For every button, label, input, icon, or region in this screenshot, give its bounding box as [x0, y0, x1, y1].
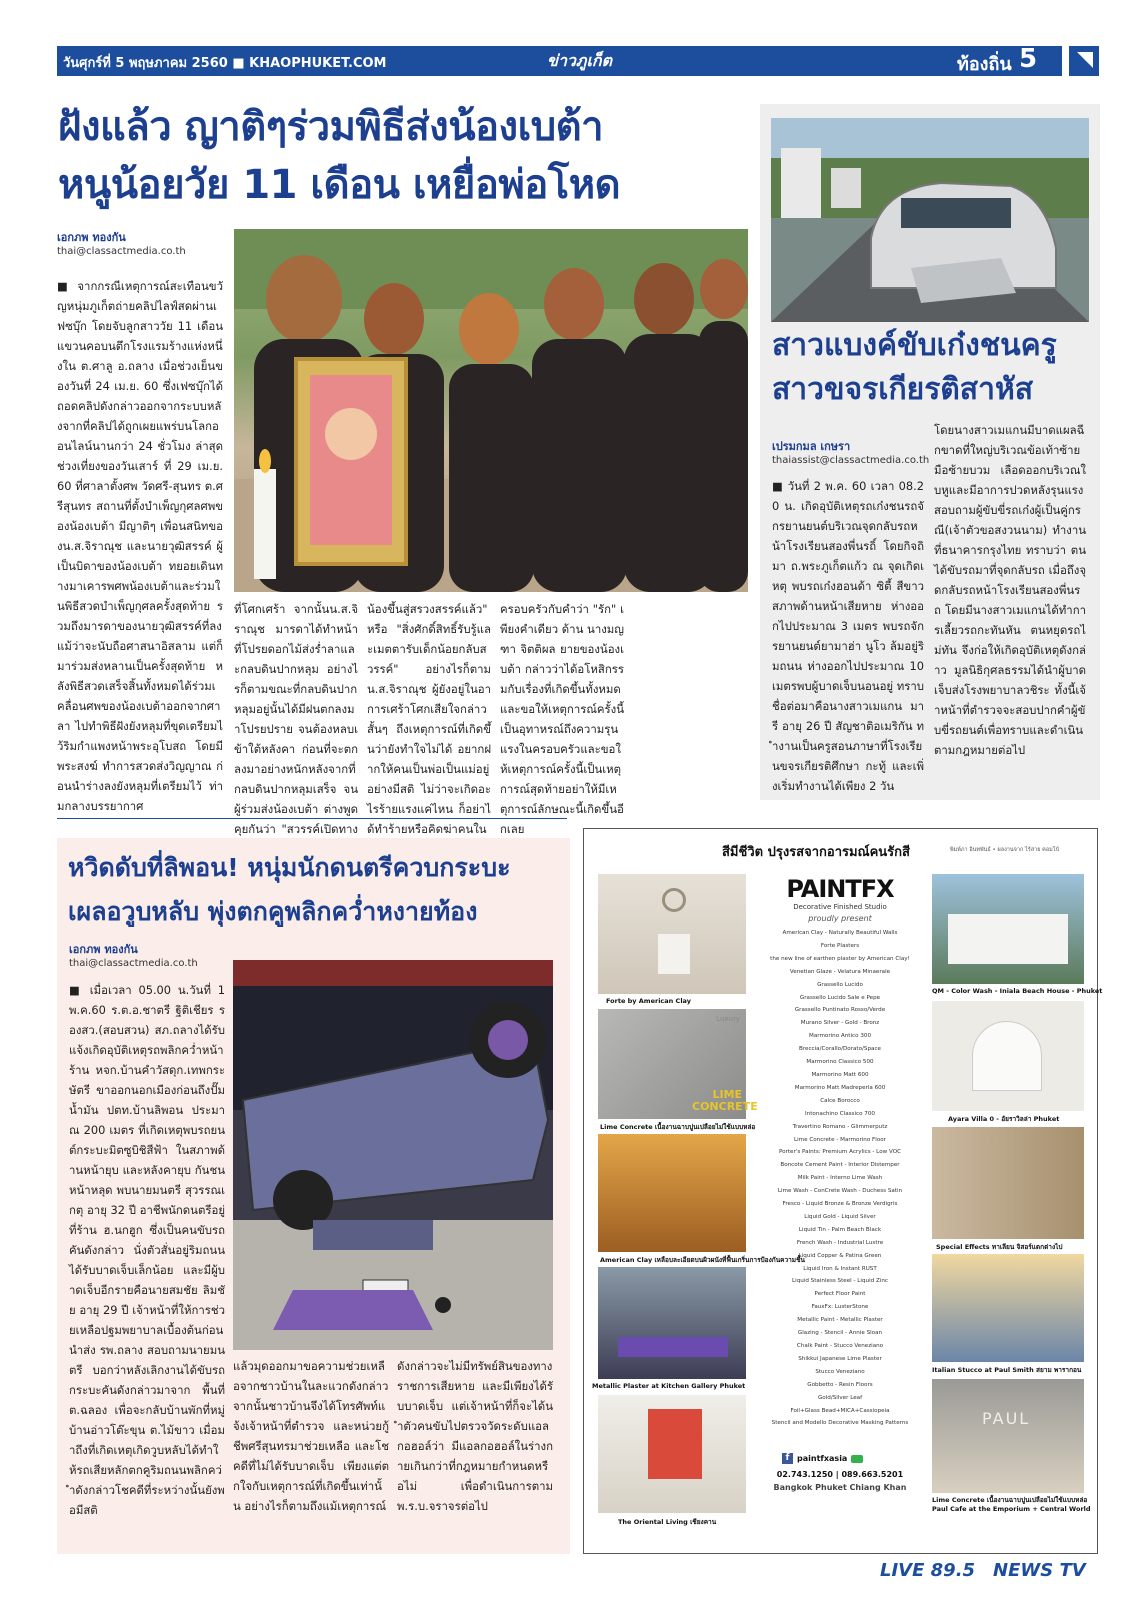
- ad-photo-luxury-text: Luxury: [716, 1015, 740, 1023]
- ad-product-item: Venetian Glaze - Velatura Minaerale: [789, 968, 891, 975]
- line-icon: [851, 1455, 863, 1463]
- ad-product-item: Marmorino Matt Madreperla 600: [794, 1084, 886, 1091]
- ad-photo-lime-concrete: [598, 1009, 758, 1119]
- ad-caption-right-2: Ayara Villa 0 - อัยราวิลล่า Phuket: [948, 1115, 1060, 1123]
- ad-product-item: Liquid Copper & Patina Green: [798, 1252, 882, 1259]
- story3-column-1: ■ เมื่อเวลา 05.00 น.วันที่ 1 พ.ค.60 ร.ต.อ.ชาตรี ฐิติเชียร รองสว.(สอบสวน) สภ.ถลางได้รับแจ้งเกิดอุบัติเหตุรถพลิกคว่ำหน้าร้าน หจก.บ้านคำวัสดุก.เทพกระษัตรี ขาออกนอกเมืองก่อนถึงปั๊มน้ำมัน ปตท.บ้านลิพอน ประมาณ 200 เมตร ที่เกิดเหตุพบรถยนต์กระบะมิตซูบิชิสีฟ้า ในสภาพด้านหน้ายุบ และหลังคายุบ กันชนหน้าหลุด พบนายมนตรี สุวรรณเกตุ อายุ 32 ปี อาชีพนักดนตรีอยู่ที่ร้าน ฮ.นกฮูก ซึ่งเป็นคนขับรถคันดังกล่าว นั่งตัวสั่นอยู่ริมถนน ได้รับบาดเจ็บเล็กน้อย และมีผู้บาดเจ็บอีกรายคือนายสมชัย ลิมชัย อายุ 29 ปี เจ้าหน้าที่ให้การช่วยเหลือปฐมพยาบาลเบื้องต้นก่อนนำส่ง รพ.ถลาง สอบถามนายมนตรี บอกว่าหลังเลิกงานได้ขับรถกระบะคันดังกล่าวมาจาก พื้นที่ ต.ฉลอง เพื่อจะกลับบ้านพักที่หมู่บ้านอ่าวโต๊ะขุน ต.ไม้ขาว เมื่อมาถึงที่เกิดเหตุเกิดวูบหลับได้ทำให้รถเสียหลักตกคูริมถนนพลิกคว่ำดังกล่าวโชคดีที่ระหว่างนั้นยังพอมีสติ: [69, 983, 225, 1517]
- car-crash-photo: [771, 118, 1089, 322]
- story1-headline-line2: หนูน้อยวัย 11 เดือน เหยื่อพ่อโหด: [58, 162, 621, 208]
- ad-tagline: สีมีชีวิต ปรุงรสจากอารมณ์คนรักสี: [722, 845, 910, 860]
- ad-phone: 02.743.1250 | 089.663.5201: [776, 1470, 904, 1479]
- ad-caption-right-5: Lime Concrete เนื้องานฉาบปูนเปลือยไม่ใช้แบบหล่อ Paul Cafe at the Emporium + Central World: [932, 1496, 1091, 1513]
- ad-product-item: American Clay - Naturally Beautiful Walls: [782, 930, 898, 936]
- story3-headline: [68, 846, 568, 934]
- ad-caption-right-4: Italian Stucco at Paul Smith สยาม พารากอน: [932, 1366, 1082, 1374]
- byline-name: เอกภพ ทองกัน: [69, 943, 138, 956]
- car-crash-illustration: [771, 118, 1089, 322]
- footer-news-logo: NEWS TV: [993, 1560, 1086, 1581]
- issue-date: วันศุกร์ที่ 5 พฤษภาคม 2560 ■ KHAOPHUKET.COM: [63, 56, 387, 71]
- ad-product-item: Forte Plasters: [820, 942, 860, 949]
- ad-product-item: Grassello Lucido Sale e Pepe: [799, 994, 881, 1001]
- section-divider: [57, 818, 567, 819]
- byline-email: thai@classactmedia.co.th: [57, 246, 186, 257]
- ad-photo-forte: [598, 874, 746, 994]
- page-number: 5: [1019, 44, 1038, 74]
- ad-photo-paul-text: PAUL: [982, 1409, 1031, 1428]
- story1-headline-line1: ฝังแล้ว ญาติๆร่วมพิธีส่งน้องเบต้า: [58, 104, 604, 150]
- section-name: ท้องถิ่น: [957, 54, 1012, 75]
- byline-name: เอกภพ ทองกัน: [57, 231, 126, 244]
- ad-product-item: Calce Borocco: [820, 1097, 860, 1104]
- story2-byline: [772, 437, 932, 466]
- facebook-icon: f: [782, 1453, 793, 1464]
- story2-box: [760, 104, 1100, 800]
- ad-product-item: French Wash - Industrial Lustre: [796, 1239, 884, 1246]
- ad-product-item: FauxFx: LusterStone: [811, 1304, 869, 1311]
- ad-product-item: Marmorino Antico 300: [809, 1033, 871, 1040]
- ad-photo-american-clay: [598, 1134, 746, 1252]
- ad-photo-iniala: [932, 874, 1084, 984]
- ad-photo-special-effects: [932, 1127, 1084, 1239]
- ad-product-item: Intonachino Classico 700: [805, 1110, 875, 1117]
- ad-product-item: Perfect Floor Paint: [814, 1291, 866, 1298]
- ad-caption-left-3: American Clay เหลือบละเอียดบนผิวผนังที่ฟื้นเกริ่นการป้องกันความชื้น: [600, 1256, 805, 1264]
- story1-column-3: น้องขึ้นสู่สรวงสรรค์แล้ว" หรือ "สิ่งศักดิ์สิทธิ์รับรู้และเมตตารับเด็กน้อยกลับสวรรค์" อย่างไรก็ตาม น.ส.จิราณุช ผู้ยังอยู่ในอาการเศร้าโศกเสียใจกล่าวสั้นๆ ถึงเหตุการณ์ที่เกิดขึ้นว่ายังทำใจไม่ได้ อยากฝากให้คนเป็นพ่อเป็นแม่อยู่อย่างมีสติ ไม่ว่าจะเกิดอะไรร้ายแรงแค่ไหน ก็อย่าได้ทำร้ายหรือคิดฆ่าคนใน: [367, 602, 491, 836]
- ad-product-item: Gobbetto - Resin Floors: [807, 1381, 873, 1388]
- ad-credits: พิมพ์ภา อินทพันธ์ • ผลงานจาก ไร้สาย คอมโบ้: [950, 847, 1060, 853]
- ad-caption-left-5: The Oriental Living เชียงคาน: [618, 1518, 717, 1526]
- ad-product-item: Foil+Glass Bead+MICA+Cassiopeia: [790, 1407, 890, 1414]
- story1-headline: [58, 98, 748, 214]
- ad-photo-paul-cafe: [932, 1379, 1084, 1493]
- story3-box: [57, 838, 570, 1554]
- ad-photo-lime-text: LIME CONCRETE: [692, 1088, 758, 1113]
- ad-product-item: Gold/Silver Leaf: [817, 1394, 863, 1401]
- ad-product-item: Breccia/Corallo/Dorato/Space: [799, 1046, 881, 1053]
- ad-locations: Bangkok Phuket Chiang Khan: [773, 1483, 907, 1492]
- ad-product-item: Marmorino Classico 500: [806, 1059, 874, 1066]
- story3-headline-line1: หวิดดับที่ลิพอน! หนุ่มนักดนตรีควบกระบะ: [68, 853, 511, 882]
- ad-caption-left-1: Forte by American Clay: [606, 997, 691, 1005]
- ad-product-item: Fresco - Liquid Bronze & Bronze Verdigris: [782, 1201, 898, 1208]
- story2-column-2: โดยนางสาวเมแกนมีบาดแผลฉีกขาดที่ใหญ่บริเวณข้อเท้าซ้าย มือซ้ายบวม เลือดออกบริเวณใบหูและมีอาการปวดหลังรุนแรง สอบถามผู้ขับขี่รถเก๋งผู้เป็นคู่กรณี(เจ้าตัวขอสงวนนาม) ทำงานที่ธนาคารกรุงไทย ทราบว่า ตนได้ขับรถมาที่จุดกลับรถ เมื่อถึงจุดกลับรถหน้าโรงเรียนสองพี่นรถ โดยมีนางสาวเมแกนได้ทำการเลี้ยวรถกะทันหัน ตนหยุดรถไม่ทัน จึงก่อให้เกิดอุบัติเหตุดังกล่าว มูลนิธิกุศลธรรมได้นำผู้บาดเจ็บส่งโรงพยาบาลวชิระ ทั้งนี้เจ้าหน้าที่ตำรวจจะสอบปากคำผู้ขับขี่รถยนต์เพื่อทราบและดำเนินตามกฎหมายต่อไป: [934, 423, 1086, 757]
- ad-product-item: Murano Silver - Gold - Bronz: [800, 1020, 880, 1027]
- paintfx-logo: PAINTFX: [786, 875, 894, 903]
- ad-facebook[interactable]: [782, 1453, 902, 1464]
- story3-column-2: แล้วมุดออกมาขอความช่วยเหลือจากชาวบ้านในละแวกดังกล่าว จากนั้นชาวบ้านจึงได้โทรศัพท์แจ้งเจ้าหน้าที่ตำรวจ และหน่วยกู้ชีพศรีสุนทรมาช่วยเหลือ และโชคดีที่ไม่ได้รับบาดเจ็บ เพียงแต่ตกใจกับเหตุการณ์ที่เกิดขึ้นเท่านั้น อย่างไรก็ตามถึงแม้เหตุการณ์: [233, 1359, 389, 1513]
- ad-product-item: Lime Wash - ConCrete Wash - Duchess Satin: [777, 1188, 903, 1195]
- overturned-truck-illustration: [233, 960, 553, 1350]
- paintfx-logo-subtitle: Decorative Finished Studio: [793, 903, 887, 911]
- page-header: [57, 46, 1062, 76]
- funeral-photo-illustration: [234, 229, 748, 592]
- story3-column-3: ดังกล่าวจะไม่มีทรัพย์สินของทางราชการเสียหาย และมีเพียงได้รับบาดเจ็บ แต่เจ้าหน้าที่ก็จะได้นำตัวคนขับไปตรวจวัดระดับแอลกอฮอล์ว่า มีแอลกอฮอล์ในร่างกายเกินกว่าที่กฎหมายกำหนดหรือไม่ เพื่อดำเนินการตาม พ.ร.บ.จราจรต่อไป: [397, 1359, 553, 1513]
- ad-product-item: Liquid Stainless Steel - Liquid Zinc: [792, 1278, 888, 1285]
- byline-email: thai@classactmedia.co.th: [69, 958, 198, 969]
- ad-photo-oriental-living: [598, 1395, 746, 1513]
- ad-product-item: Boncote Cement Paint - Interior Distemper: [780, 1162, 900, 1169]
- ad-caption-right-1: QM - Color Wash - Iniala Beach House - Phuket: [932, 987, 1103, 995]
- ad-product-item: Stencil and Modello Decorative Masking Patterns: [771, 1420, 909, 1427]
- ad-product-item: Metallic Paint - Metallic Plaster: [797, 1317, 883, 1324]
- ad-product-item: Grassello Lucido: [817, 981, 863, 988]
- corner-arrow-icon: [1069, 46, 1099, 76]
- ad-product-item: Stucco Veneziano: [815, 1368, 865, 1375]
- ad-photo-ayara: [932, 1001, 1084, 1111]
- story1-column-4: ครอบครัวกับคำว่า "รัก" เพียงคำเดียว ด้าน นางมญฑา จิตติผล ยายของน้องเบต้า กล่าวว่าได้อโหสิกรรมกับเรื่องที่เกิดขึ้นทั้งหมดและขอให้เหตุการณ์ครั้งนี้เป็นอุทาหรณ์ถึงความรุนแรงในครอบครัวและขอให้เหตุการณ์ครั้งนี้เป็นเหตุการณ์สุดท้ายอย่าให้มีเหตุการณ์ลักษณะนี้เกิดขึ้นอีกเลย: [500, 602, 625, 836]
- story1-column-2: ที่โศกเศร้า จากนั้นน.ส.จิราณุช มารดาได้ทำหน้าที่โปรยดอกไม้ส่งร่ำลาและกลบดินปากหลุม อย่างไรก็ตามขณะที่กลบดินปากหลุมอยู่นั้นได้มีฝนตกลงมาโปรยปราย จนต้องหลบเข้าใต้หลังคา ก่อนที่จะตกลงมาอย่างหนักหลังจากที่กลบดินปากหลุมเสร็จ จนผู้ร่วมส่งน้องเบต้า ต่างพูดคุยกันว่า "สวรรค์เปิดทาง: [234, 602, 358, 836]
- footer-live-logo: LIVE 89.5: [880, 1560, 976, 1581]
- story3-byline: [69, 940, 229, 969]
- ad-product-item: Grassello Puntinato Rosso/Verde: [794, 1007, 886, 1014]
- ad-caption-right-3: Special Effects ทาเลียน จิสอร์แตกต่างไป: [936, 1243, 1063, 1251]
- byline-email: thaiassist@classactmedia.co.th: [772, 455, 930, 466]
- ad-product-item: Liquid Tin - Palm Beach Black: [798, 1226, 882, 1233]
- ad-product-item: the new line of earthen plaster by American Clay!: [770, 955, 910, 962]
- ad-product-item: Lime Concrete - Marmorino Floor: [794, 1136, 886, 1143]
- ad-facebook-handle: paintfxasia: [797, 1454, 848, 1463]
- ad-product-item: Travertino Romano - Glimmerputz: [792, 1123, 888, 1130]
- byline-name: เปรมกมล เกษรา: [772, 440, 851, 453]
- paintfx-advertisement: [583, 828, 1103, 1554]
- ad-product-item: Marmorino Matt 600: [811, 1071, 869, 1078]
- ad-product-item: Liquid Iron & Instant RUST: [803, 1265, 877, 1272]
- ad-product-item: Porter's Paints: Premium Acrylics - Low VOC: [778, 1149, 902, 1156]
- ad-product-item: Glazing - Stencil - Annie Sloan: [797, 1330, 883, 1337]
- story2-headline: [772, 324, 1092, 412]
- ad-product-item: Milk Paint - Interno Lime Wash: [797, 1175, 883, 1182]
- ad-caption-left-4: Metallic Plaster at Kitchen Gallery Phuket: [592, 1382, 746, 1390]
- ad-product-list: [754, 927, 926, 1430]
- overturned-truck-photo: [233, 960, 553, 1350]
- story1-byline: [57, 228, 227, 257]
- masthead-brand: ข่าวภูเก็ต: [547, 51, 612, 70]
- story2-headline-line1: สาวแบงค์ขับเก๋งชนครู: [772, 328, 1057, 363]
- story1-column-1: ■ จากกรณีเหตุการณ์สะเทือนขวัญหนุ่มภูเก็ตถ่ายคลิปไลฟ์สดผ่านเฟซบุ๊ก โดยจับลูกสาววัย 11 เดือนแขวนคอบนตึกโรงแรมร้างแห่งหนึ่งใน ต.ศาลู อ.ถลาง เมื่อช่วงเย็นของวันที่ 24 เม.ย. 60 ซึ่งเฟซบุ๊กได้ถอดคลิปดังกล่าวออกจากระบบหลังจากที่คลิปได้ถูกเผยแพร่บนโลกออนไลน์นานกว่า 24 ชั่วโมง ล่าสุด ช่วงเที่ยงของวันเสาร์ ที่ 29 เม.ย. 60 ที่ศาลาตั้งศพ วัดศรี-สุนทร ต.ศรีสุนทร สถานที่ตั้งบำเพ็ญกุศลศพของน้องเบต้า มีญาติๆ เพื่อนสนิทของน.ส.จิราณุช และนายวุฒิสรรค์ ผู้เป็นบิดาของน้องเบต้า ทยอยเดินทางมาเคารพศพน้องเบต้าและร่วมในพิธีสวดบำเพ็ญกุศลครั้งสุดท้าย รวมถึงมารดาของนายวุฒิสรรค์ที่ลงแม้ว่าจะนับถือศาสนาอิสลาม แต่ก็มาร่วมส่งหลานเป็นครั้งสุดท้าย หลังพิธีสวดเสร็จสิ้นทั้งหมดได้ร่วมเคลื่อนศพของน้องเบต้าออกจากศาลา ไปทำพิธีฝังยังหลุมที่ขุดเตรียมไว้ริมกำแพงหน้าพระอุโบสถ โดยมีพระสงฆ์ ทำการสวดส่งวิญญาณ ก่อนนำร่างลงยังหลุมที่เตรียมไว้ ท่ามกลางบรรยากาศ: [57, 279, 223, 813]
- ad-caption-left-2: Lime Concrete เนื้องานฉาบปูนเปลือยไม่ใช้แบบหล่อ: [600, 1123, 756, 1131]
- ad-product-item: Liquid Gold - Liquid Silver: [804, 1213, 876, 1220]
- ad-photo-paul-smith: [932, 1254, 1084, 1362]
- story2-headline-line2: สาวขจรเกียรติสาหัส: [772, 372, 1034, 407]
- ad-product-item: Shikkui Japanese Lime Plaster: [798, 1355, 882, 1362]
- story2-column-1: ■ วันที่ 2 พ.ค. 60 เวลา 08.20 น. เกิดอุบัติเหตุรถเก๋งชนรถจักรยานยนต์บริเวณจุดกลับรถหน้าโรงเรียนสองพี่นรถิ์ โดยกิจถิมา ถ.พระภูเก็ตแก้ว ณ จุดเกิดเหตุ พบรถเก๋งฮอนด้า ซิตี้ สีขาว สภาพด้านหน้าเสียหาย ห่างออกไปประมาณ 3 เมตร พบรถจักรยานยนต์ยามาฮ่า นูโว ล้มอยู่ริมถนน ห่างออกไปประมาณ 10 เมตรพบผู้บาดเจ็บนอนอยู่ ทราบชื่อต่อมาคือนางสาวเมแกน มารี อายุ 26 ปี สัญชาติอเมริกัน ทำงานเป็นครูสอนภาษาที่โรงเรียนขจรเกียรติศึกษา กะทู้ และเพิ่งเริ่มทำงานได้เพียง 2 วัน: [772, 479, 924, 793]
- funeral-photo: [234, 229, 748, 592]
- ad-photo-metallic-kitchen: [598, 1267, 746, 1379]
- ad-presents: proudly present: [808, 914, 872, 923]
- story3-headline-line2: เผลอวูบหลับ พุ่งตกคูพลิกคว่ำหงายท้อง: [68, 897, 478, 926]
- ad-product-item: Chalk Paint - Stucco Veneziano: [796, 1343, 884, 1349]
